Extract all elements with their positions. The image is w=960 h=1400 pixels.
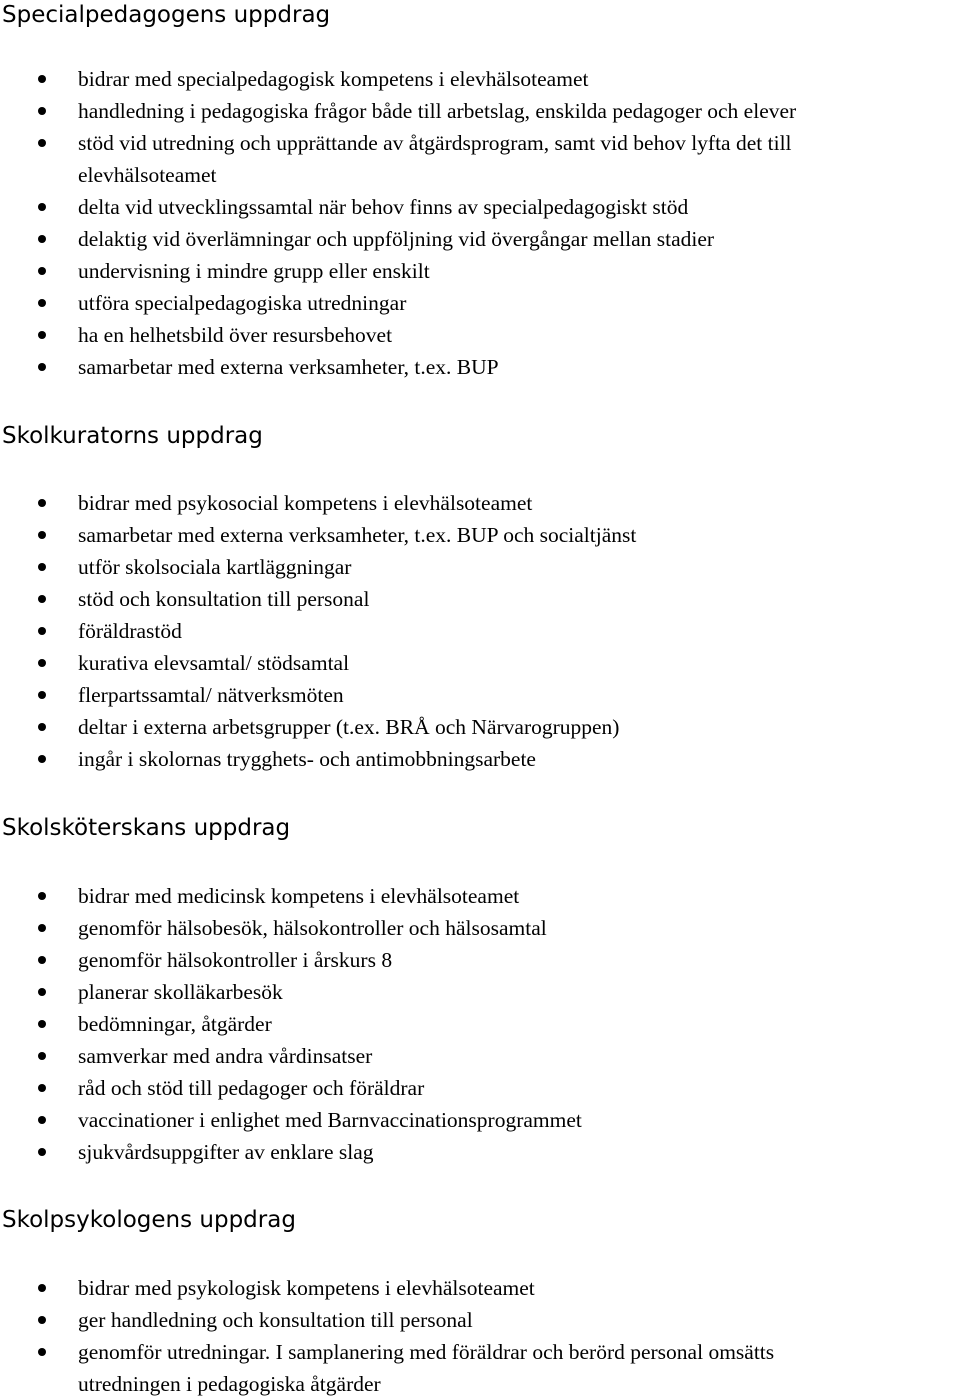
bullet-icon: [38, 1348, 46, 1356]
bullet-icon: [38, 627, 46, 635]
list-item: bidrar med specialpedagogisk kompetens i elevhälsoteamet: [0, 63, 796, 95]
list-item: bedömningar, åtgärder: [0, 1008, 582, 1040]
bullet-icon: [38, 107, 46, 115]
list-item: ger handledning och konsultation till personal: [0, 1304, 774, 1336]
bullet-icon: [38, 139, 46, 147]
section-list-skolskoterska: [0, 880, 582, 1168]
bullet-icon: [38, 1052, 46, 1060]
bullet-icon: [38, 691, 46, 699]
section-list-skolpsykolog: [0, 1272, 774, 1400]
section-heading-skolkurator: Skolkuratorns uppdrag: [2, 423, 263, 449]
list-item: ingår i skolornas trygghets- och antimobbningsarbete: [0, 743, 636, 775]
list-item: kurativa elevsamtal/ stödsamtal: [0, 647, 636, 679]
section-list-skolkurator: [0, 487, 636, 775]
list-item: bidrar med psykosocial kompetens i elevhälsoteamet: [0, 487, 636, 519]
list-item: flerpartssamtal/ nätverksmöten: [0, 679, 636, 711]
bullet-icon: [38, 892, 46, 900]
list-item: bidrar med medicinsk kompetens i elevhälsoteamet: [0, 880, 582, 912]
bullet-icon: [38, 988, 46, 996]
list-item: ha en helhetsbild över resursbehovet: [0, 319, 796, 351]
list-item: bidrar med psykologisk kompetens i elevhälsoteamet: [0, 1272, 774, 1304]
list-item: samverkar med andra vårdinsatser: [0, 1040, 582, 1072]
section-heading-specialpedagog: Specialpedagogens uppdrag: [2, 2, 331, 28]
bullet-icon: [38, 659, 46, 667]
bullet-icon: [38, 563, 46, 571]
list-item: sjukvårdsuppgifter av enklare slag: [0, 1136, 582, 1168]
bullet-icon: [38, 924, 46, 932]
bullet-icon: [38, 1116, 46, 1124]
bullet-icon: [38, 299, 46, 307]
list-item: planerar skolläkarbesök: [0, 976, 582, 1008]
bullet-icon: [38, 331, 46, 339]
section-heading-skolpsykolog: Skolpsykologens uppdrag: [2, 1207, 296, 1233]
bullet-icon: [38, 363, 46, 371]
list-item: genomför hälsobesök, hälsokontroller och hälsosamtal: [0, 912, 582, 944]
bullet-icon: [38, 595, 46, 603]
bullet-icon: [38, 1148, 46, 1156]
bullet-icon: [38, 1284, 46, 1292]
bullet-icon: [38, 755, 46, 763]
section-list-specialpedagog: [0, 63, 796, 383]
list-item: stöd och konsultation till personal: [0, 583, 636, 615]
list-item: genomför utredningar. I samplanering med föräldrar och berörd personal omsätts utredningen i pedagogiska åtgärder: [0, 1336, 774, 1400]
bullet-icon: [38, 203, 46, 211]
bullet-icon: [38, 235, 46, 243]
bullet-icon: [38, 75, 46, 83]
section-heading-skolskoterska: Skolsköterskans uppdrag: [2, 815, 291, 841]
list-item: utföra specialpedagogiska utredningar: [0, 287, 796, 319]
list-item: föräldrastöd: [0, 615, 636, 647]
bullet-icon: [38, 531, 46, 539]
list-item: genomför hälsokontroller i årskurs 8: [0, 944, 582, 976]
list-item: deltar i externa arbetsgrupper (t.ex. BRÅ och Närvarogruppen): [0, 711, 636, 743]
bullet-icon: [38, 267, 46, 275]
bullet-icon: [38, 1020, 46, 1028]
list-item: samarbetar med externa verksamheter, t.ex. BUP och socialtjänst: [0, 519, 636, 551]
list-item: undervisning i mindre grupp eller enskilt: [0, 255, 796, 287]
bullet-icon: [38, 723, 46, 731]
bullet-icon: [38, 499, 46, 507]
list-item: delaktig vid överlämningar och uppföljning vid övergångar mellan stadier: [0, 223, 796, 255]
bullet-icon: [38, 1084, 46, 1092]
list-item: samarbetar med externa verksamheter, t.ex. BUP: [0, 351, 796, 383]
list-item: utför skolsociala kartläggningar: [0, 551, 636, 583]
list-item: vaccinationer i enlighet med Barnvaccinationsprogrammet: [0, 1104, 582, 1136]
list-item: stöd vid utredning och upprättande av åtgärdsprogram, samt vid behov lyfta det till elevhälsoteamet: [0, 127, 796, 191]
list-item: handledning i pedagogiska frågor både till arbetslag, enskilda pedagoger och elever: [0, 95, 796, 127]
list-item: delta vid utvecklingssamtal när behov finns av specialpedagogiskt stöd: [0, 191, 796, 223]
bullet-icon: [38, 1316, 46, 1324]
list-item: råd och stöd till pedagoger och föräldrar: [0, 1072, 582, 1104]
bullet-icon: [38, 956, 46, 964]
